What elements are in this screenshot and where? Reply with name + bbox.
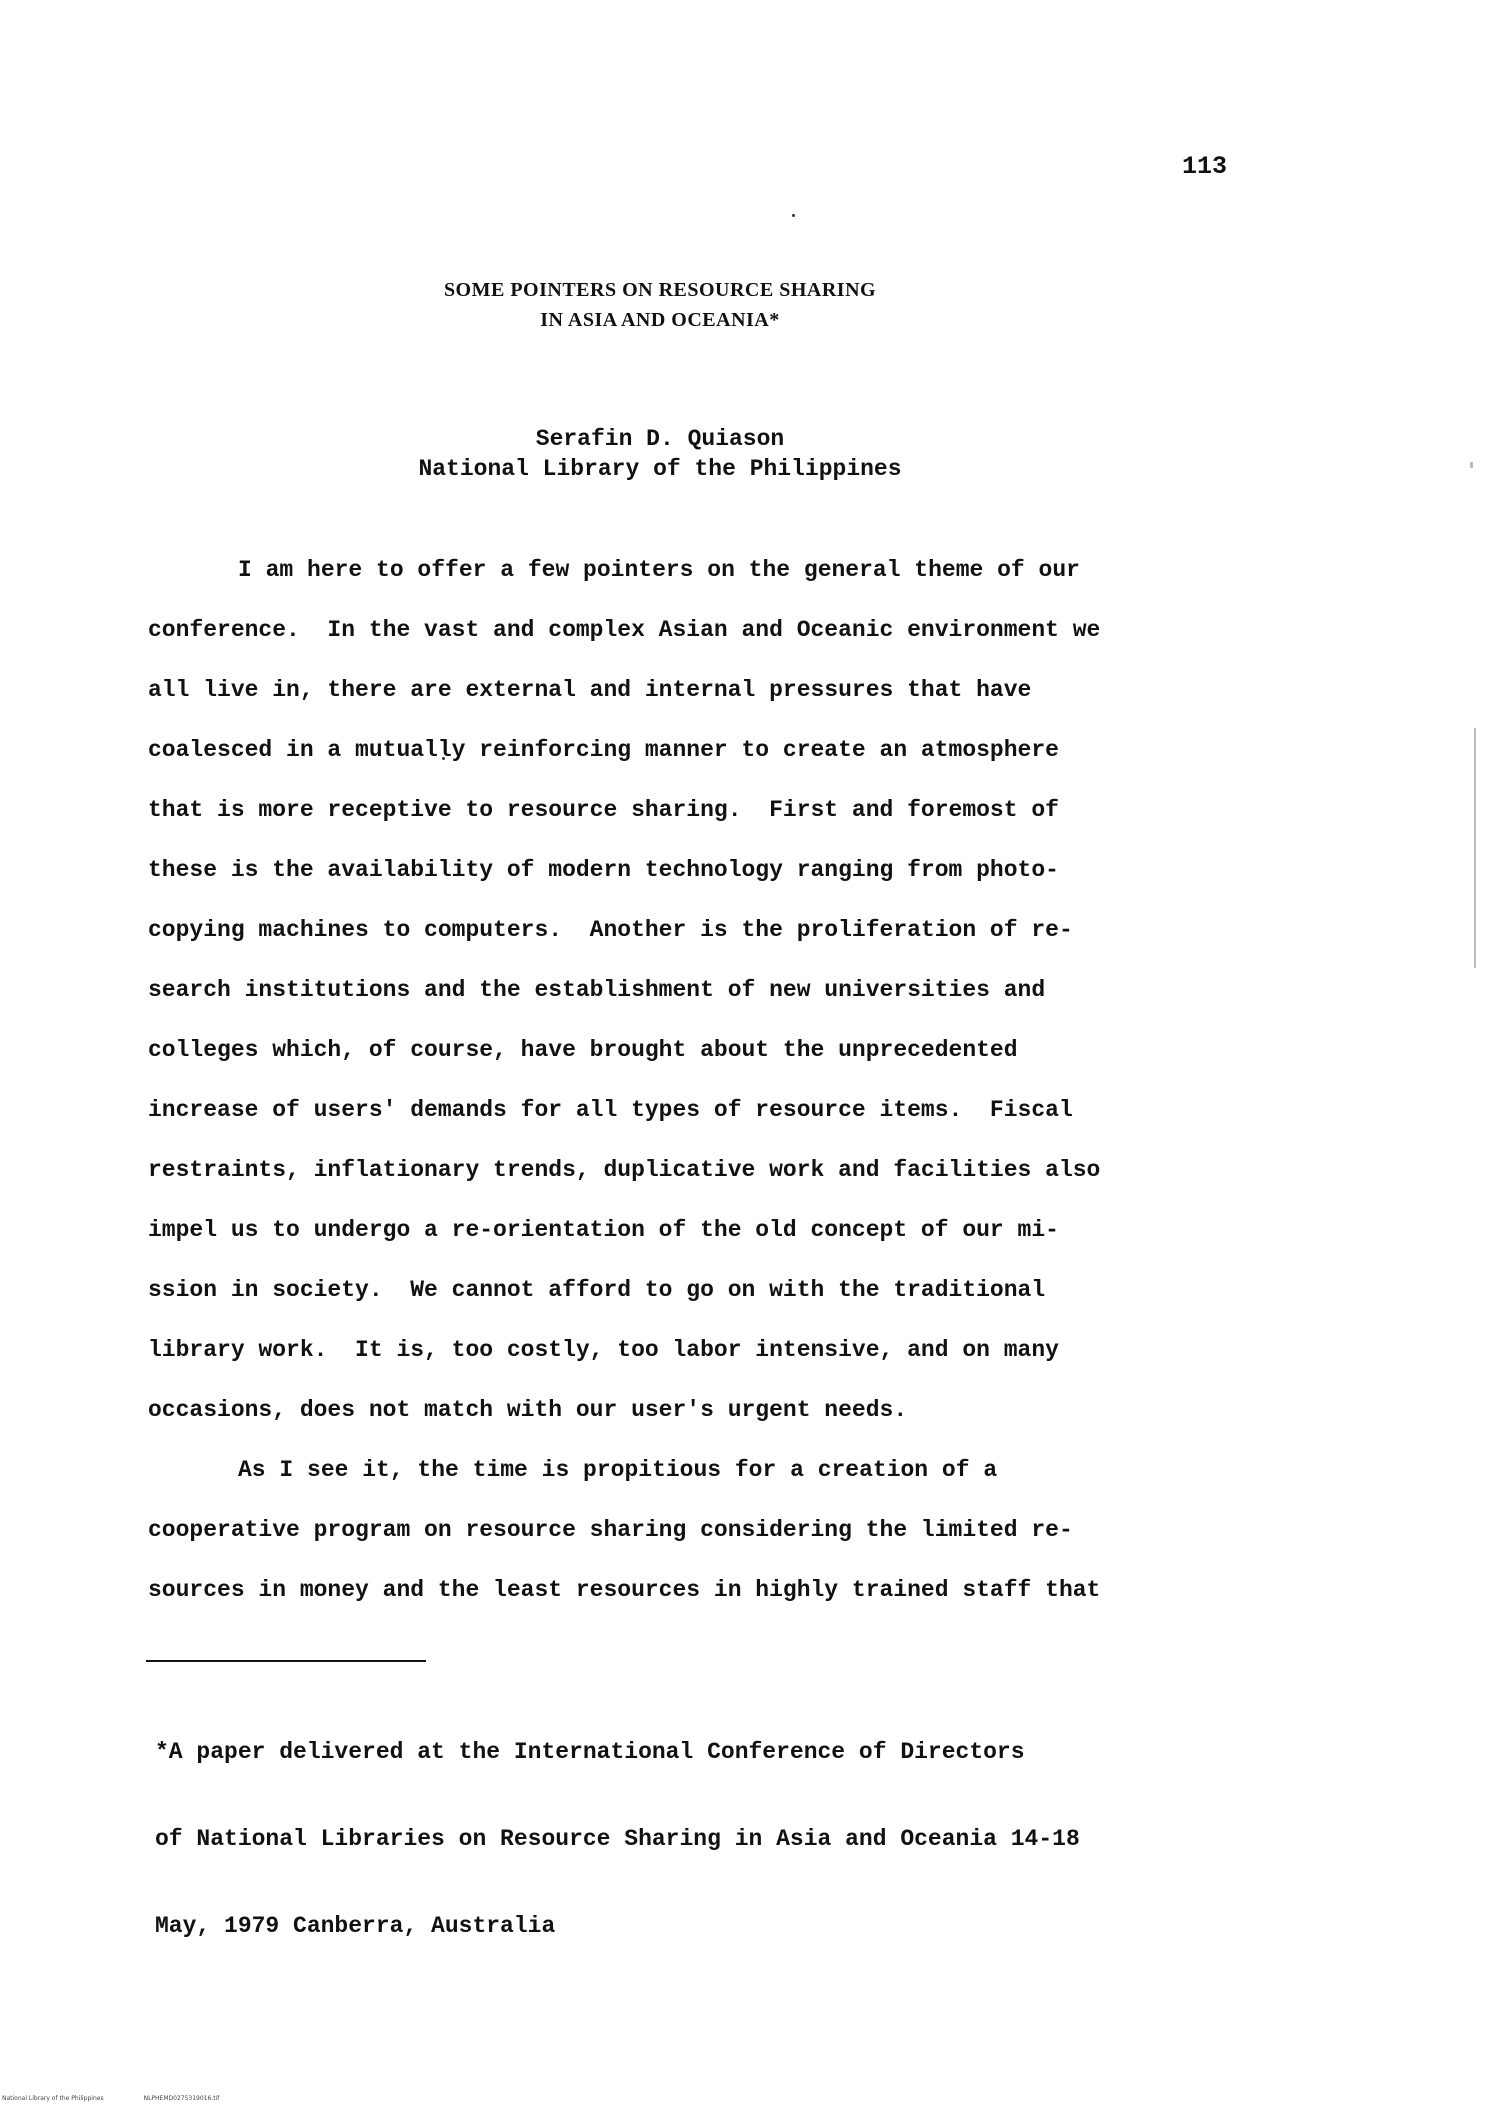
footnote [155, 1680, 1195, 1999]
body-text [148, 540, 1188, 1620]
paragraph-1-line: library work. It is, too costly, too labor intensive, and on many [148, 1337, 1059, 1363]
scan-edge-mark [1474, 728, 1476, 968]
paragraph-1-line: that is more receptive to resource sharing. First and foremost of [148, 797, 1059, 823]
author-block [0, 424, 1320, 484]
paragraph-1-line: copying machines to computers. Another is the proliferation of re- [148, 917, 1073, 943]
author-affiliation: National Library of the Philippines [418, 456, 902, 482]
scan-file-id: NLPHEMD0275319016.tif [143, 2095, 220, 2102]
scan-footer [2, 2095, 259, 2102]
paragraph-1-line: coalesced in a mutually reinforcing manner to create an atmosphere [148, 737, 1059, 763]
paragraph-1-line: I am here to offer a few pointers on the general theme of our [238, 557, 1080, 583]
paragraph-1-line: conference. In the vast and complex Asian and Oceanic environment we [148, 617, 1101, 643]
paragraph-1-line: these is the availability of modern technology ranging from photo- [148, 857, 1059, 883]
title-line-1: SOME POINTERS ON RESOURCE SHARING [443, 279, 877, 301]
paragraph-1-line: ssion in society. We cannot afford to go on with the traditional [148, 1277, 1046, 1303]
footnote-divider [146, 1660, 426, 1662]
document-title [0, 275, 1320, 335]
footnote-line: *A paper delivered at the International Conference of Directors [155, 1739, 1025, 1765]
scan-speck [792, 214, 795, 217]
scan-source: National Library of the Philippines [2, 2095, 104, 2102]
paragraph-1-line: colleges which, of course, have brought about the unprecedented [148, 1037, 1018, 1063]
paragraph-1-line: impel us to undergo a re-orientation of the old concept of our mi- [148, 1217, 1059, 1243]
title-line-2: IN ASIA AND OCEANIA* [540, 309, 780, 331]
paragraph-1-line: occasions, does not match with our user's urgent needs. [148, 1397, 908, 1423]
page-number: 113 [1182, 152, 1228, 181]
paragraph-2-line: cooperative program on resource sharing considering the limited re- [148, 1517, 1073, 1543]
paragraph-1-line: all live in, there are external and internal pressures that have [148, 677, 1032, 703]
paragraph-2-line: sources in money and the least resources in highly trained staff that [148, 1577, 1101, 1603]
footnote-line: of National Libraries on Resource Sharing in Asia and Oceania 14-18 [155, 1826, 1080, 1852]
paragraph-1-line: increase of users' demands for all types of resource items. Fiscal [148, 1097, 1073, 1123]
paragraph-1-line: search institutions and the establishment of new universities and [148, 977, 1046, 1003]
paragraph-1-line: restraints, inflationary trends, duplicative work and facilities also [148, 1157, 1101, 1183]
author-name: Serafin D. Quiason [535, 426, 785, 452]
paragraph-2-line: As I see it, the time is propitious for a creation of a [238, 1457, 998, 1483]
footnote-line: May, 1979 Canberra, Australia [155, 1913, 556, 1939]
scan-edge-mark [1470, 462, 1473, 468]
